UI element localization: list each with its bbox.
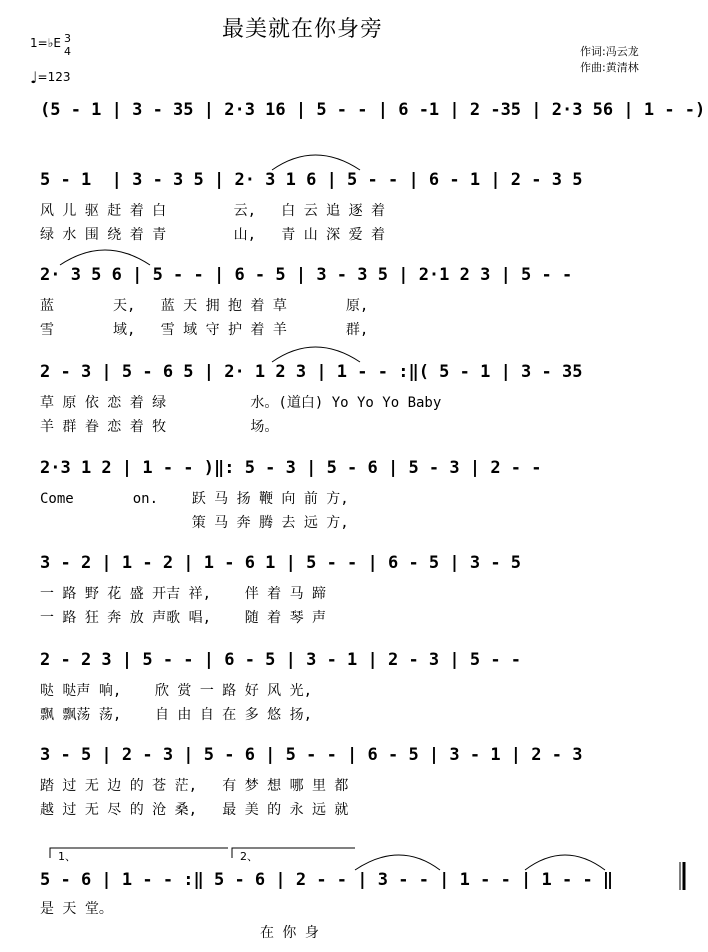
- lyricist: 作词:冯云龙: [580, 45, 639, 58]
- slur-arc: [272, 347, 360, 362]
- lyric-line-2a: 蓝 天, 蓝 天 拥 抱 着 草 原,: [40, 298, 369, 314]
- notes-line-1: 5 - 1 | 3 - 3 5 | 2· 3 1 6 | 5 - - | 6 - 1 | 2 - 3 5: [40, 170, 583, 190]
- lyric-line-4a: Come on. 跃 马 扬 鞭 向 前 方,: [40, 491, 349, 507]
- intro-line: (5 - 1 | 3 - 35 | 2·3 16 | 5 - - | 6 -1 | 2 -35 | 2·3 56 | 1 - -): [40, 100, 706, 120]
- lyric-line-1a: 风 儿 驱 赶 着 白 云, 白 云 追 逐 着: [40, 203, 386, 219]
- credits: [580, 44, 639, 76]
- volta-bracket: [50, 848, 228, 858]
- slur-arc: [272, 155, 360, 170]
- notes-line-5: 3 - 2 | 1 - 2 | 1 - 6 1 | 5 - - | 6 - 5 | 3 - 5: [40, 553, 522, 573]
- notes-line-3: 2 - 3 | 5 - 6 5 | 2· 1 2 3 | 1 - - :‖( 5 - 1 | 3 - 35: [40, 362, 583, 382]
- notes-line-7: 3 - 5 | 2 - 3 | 5 - 6 | 5 - - | 6 - 5 | 3 - 1 | 2 - 3: [40, 745, 583, 765]
- page-title: 最美就在你身旁: [222, 17, 384, 42]
- slur-arc: [525, 855, 605, 870]
- lyric-line-6b: 飘 飘荡 荡, 自 由 自 在 多 悠 扬,: [40, 707, 313, 723]
- slur-arc: [60, 250, 150, 265]
- lyric-line-6a: 哒 哒声 响, 欣 赏 一 路 好 风 光,: [40, 683, 313, 699]
- lyric-line-5b: 一 路 狂 奔 放 声歌 唱, 随 着 琴 声: [40, 610, 327, 626]
- lyric-line-8b: 在 你 身: [260, 925, 319, 941]
- notes-line-6: 2 - 2 3 | 5 - - | 6 - 5 | 3 - 1 | 2 - 3 | 5 - -: [40, 650, 522, 670]
- notes-line-8: 5 - 6 | 1 - - :‖ 5 - 6 | 2 - - | 3 - - | 1 - - | 1 - - ‖: [40, 870, 614, 890]
- lyric-line-7a: 踏 过 无 边 的 苍 茫, 有 梦 想 哪 里 都: [40, 778, 349, 794]
- lyric-line-2b: 雪 域, 雪 域 守 护 着 羊 群,: [40, 322, 369, 338]
- quarter-note-icon: ♩: [30, 68, 38, 87]
- tempo-value: =123: [37, 70, 71, 84]
- meter-bottom: 4: [64, 45, 71, 58]
- time-signature: [64, 32, 71, 58]
- lyric-line-3b: 羊 群 眷 恋 着 牧 场。: [40, 419, 279, 435]
- lyric-line-3a: 草 原 依 恋 着 绿 水。(道白) Yo Yo Yo Baby: [40, 395, 442, 411]
- notes-line-4: 2·3 1 2 | 1 - - )‖: 5 - 3 | 5 - 6 | 5 - 3 | 2 - -: [40, 458, 542, 478]
- key-signature: 1=♭E: [30, 36, 61, 50]
- notes-line-2: 2· 3 5 6 | 5 - - | 6 - 5 | 3 - 3 5 | 2·1 2 3 | 5 - -: [40, 265, 573, 285]
- composer: 作曲:黄清林: [580, 61, 639, 74]
- tempo-marking: [30, 68, 71, 87]
- meter-top: 3: [64, 32, 71, 45]
- lyric-line-7b: 越 过 无 尽 的 沧 桑, 最 美 的 永 远 就: [40, 802, 349, 818]
- slur-arc: [355, 855, 440, 870]
- lyric-line-1b: 绿 水 围 绕 着 青 山, 青 山 深 爱 着: [40, 227, 386, 243]
- lyric-line-4b: 策 马 奔 腾 去 远 方,: [40, 515, 349, 531]
- lyric-line-8a: 是 天 堂。: [40, 901, 113, 917]
- volta-2-label: 2、: [240, 850, 258, 863]
- lyric-line-5a: 一 路 野 花 盛 开吉 祥, 伴 着 马 蹄: [40, 586, 327, 602]
- volta-1-label: 1、: [58, 850, 76, 863]
